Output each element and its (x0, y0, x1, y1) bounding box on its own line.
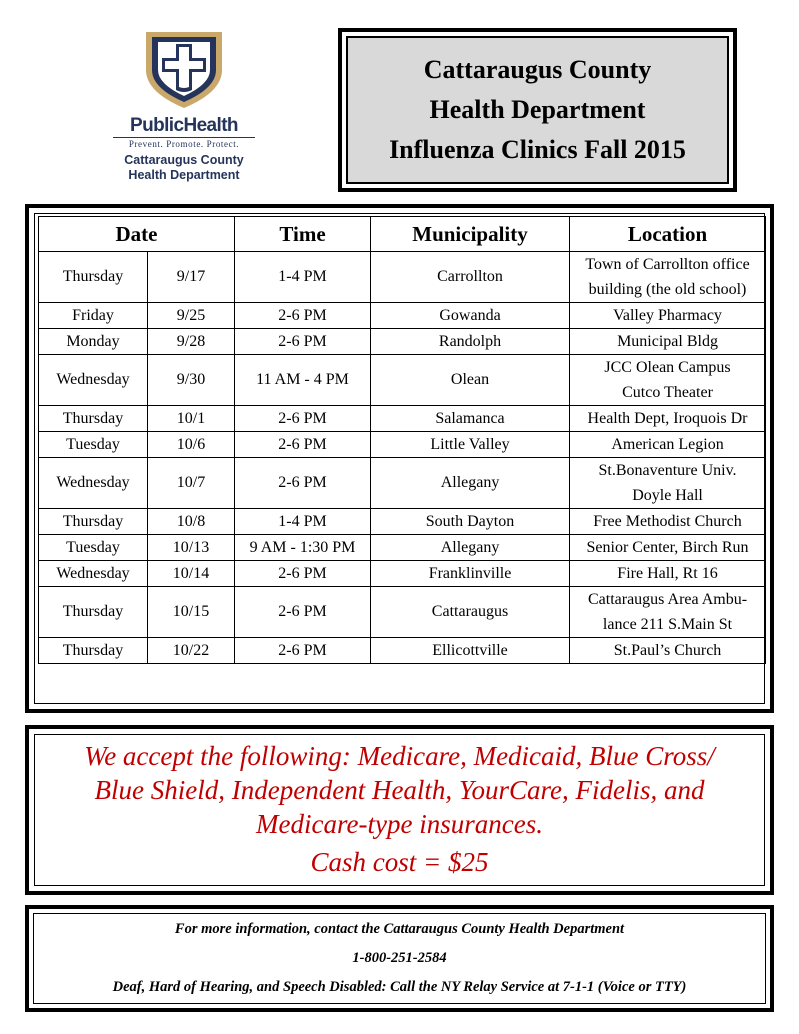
table-row (39, 355, 766, 406)
location-line1: Fire Hall, Rt 16 (617, 565, 718, 582)
table-row (39, 638, 766, 664)
cell-day: Tuesday (39, 432, 148, 458)
insurance-line3: Medicare-type insurances. (256, 809, 543, 839)
cell-time: 2-6 PM (235, 561, 371, 587)
cell-location (570, 355, 766, 406)
contact-phone: 1-800-251-2584 (352, 950, 447, 966)
logo-tagline: Prevent. Promote. Protect. (113, 137, 255, 150)
title-line2: Health Department (429, 95, 646, 124)
contact-box (25, 905, 774, 1012)
cell-day: Monday (39, 329, 148, 355)
cell-date: 10/22 (148, 638, 235, 664)
header-municipality: Municipality (371, 217, 570, 252)
location-line1: Town of Carrollton office (585, 256, 750, 273)
cell-time: 11 AM - 4 PM (235, 355, 371, 406)
cell-date: 10/7 (148, 458, 235, 509)
table-row (39, 587, 766, 638)
cell-municipality: Allegany (371, 458, 570, 509)
location-line2: Cutco Theater (622, 384, 713, 401)
header-date: Date (39, 217, 235, 252)
cell-time: 2-6 PM (235, 329, 371, 355)
cell-municipality: Carrollton (371, 252, 570, 303)
location-line1: Cattaraugus Area Ambu- (587, 591, 748, 608)
cell-day: Wednesday (39, 561, 148, 587)
cell-date: 10/1 (148, 406, 235, 432)
cell-time: 1-4 PM (235, 509, 371, 535)
insurance-line2: Blue Shield, Independent Health, YourCare, Fidelis, and (94, 775, 705, 805)
cell-location (570, 329, 766, 355)
cell-time: 1-4 PM (235, 252, 371, 303)
cell-time: 9 AM - 1:30 PM (235, 535, 371, 561)
cell-day: Thursday (39, 406, 148, 432)
table-row (39, 329, 766, 355)
cell-day: Thursday (39, 638, 148, 664)
cell-date: 9/30 (148, 355, 235, 406)
logo-org-line2: Health Department (128, 168, 240, 182)
cell-location (570, 638, 766, 664)
location-line1: Municipal Bldg (617, 333, 718, 350)
title-line3: Influenza Clinics Fall 2015 (389, 135, 686, 164)
cell-date: 10/6 (148, 432, 235, 458)
table-row (39, 432, 766, 458)
table-row (39, 406, 766, 432)
location-line1: Valley Pharmacy (613, 307, 722, 324)
cell-municipality: Randolph (371, 329, 570, 355)
cell-day: Friday (39, 303, 148, 329)
cell-date: 9/28 (148, 329, 235, 355)
cell-municipality: Allegany (371, 535, 570, 561)
title-line1: Cattaraugus County (423, 55, 652, 84)
schedule-table-frame (25, 204, 774, 713)
cell-time: 2-6 PM (235, 303, 371, 329)
table-row (39, 509, 766, 535)
location-line2: Doyle Hall (632, 487, 703, 504)
location-line1: Free Methodist Church (593, 513, 742, 530)
cell-municipality: Salamanca (371, 406, 570, 432)
cell-municipality: Franklinville (371, 561, 570, 587)
insurance-line1: We accept the following: Medicare, Medicaid, Blue Cross/ (84, 741, 715, 771)
table-row (39, 458, 766, 509)
contact-relay: Deaf, Hard of Hearing, and Speech Disabled: Call the NY Relay Service at 7-1-1 (Voice or TTY) (112, 979, 687, 995)
location-line1: Senior Center, Birch Run (586, 539, 749, 556)
cell-day: Wednesday (39, 458, 148, 509)
cell-day: Wednesday (39, 355, 148, 406)
cell-time: 2-6 PM (235, 406, 371, 432)
cell-date: 10/8 (148, 509, 235, 535)
shield-cross-icon (138, 26, 230, 112)
cell-municipality: Ellicottville (371, 638, 570, 664)
location-line1: St.Bonaventure Univ. (598, 462, 737, 479)
cell-location (570, 252, 766, 303)
cell-location (570, 406, 766, 432)
schedule-table (38, 216, 766, 664)
cell-location (570, 587, 766, 638)
cell-location (570, 535, 766, 561)
table-row (39, 561, 766, 587)
table-row (39, 252, 766, 303)
cell-day: Thursday (39, 509, 148, 535)
location-line1: Health Dept, Iroquois Dr (587, 410, 748, 427)
cell-location (570, 509, 766, 535)
contact-line1: For more information, contact the Cattaraugus County Health Department (174, 921, 625, 937)
title-box (338, 28, 737, 192)
cell-date: 10/14 (148, 561, 235, 587)
cell-time: 2-6 PM (235, 638, 371, 664)
cell-date: 9/17 (148, 252, 235, 303)
cell-day: Thursday (39, 587, 148, 638)
cell-location (570, 561, 766, 587)
cell-date: 10/15 (148, 587, 235, 638)
table-row (39, 535, 766, 561)
schedule-table-inner (34, 213, 765, 704)
cash-cost: Cash cost = $25 (310, 847, 489, 877)
table-header-row (39, 217, 766, 252)
table-row (39, 303, 766, 329)
cell-time: 2-6 PM (235, 587, 371, 638)
location-line1: American Legion (611, 436, 724, 453)
cell-day: Tuesday (39, 535, 148, 561)
location-line2: lance 211 S.Main St (602, 616, 733, 633)
location-line1: JCC Olean Campus (604, 359, 731, 376)
cell-date: 9/25 (148, 303, 235, 329)
cell-municipality: Olean (371, 355, 570, 406)
cell-location (570, 303, 766, 329)
header-time: Time (235, 217, 371, 252)
contact-panel (33, 913, 766, 1004)
cell-location (570, 432, 766, 458)
cell-municipality: South Dayton (371, 509, 570, 535)
location-line2: building (the old school) (588, 281, 747, 298)
insurance-box (25, 725, 774, 895)
cell-municipality: Cattaraugus (371, 587, 570, 638)
cell-date: 10/13 (148, 535, 235, 561)
logo-org-line1: Cattaraugus County (124, 153, 244, 167)
cell-time: 2-6 PM (235, 458, 371, 509)
public-health-logo (108, 26, 260, 188)
cell-day: Thursday (39, 252, 148, 303)
insurance-panel (34, 734, 765, 886)
cell-municipality: Gowanda (371, 303, 570, 329)
logo-brand-text: PublicHealth (130, 115, 238, 136)
header-location: Location (570, 217, 766, 252)
cell-municipality: Little Valley (371, 432, 570, 458)
cell-time: 2-6 PM (235, 432, 371, 458)
cell-location (570, 458, 766, 509)
location-line1: St.Paul’s Church (613, 642, 722, 659)
title-panel (346, 36, 729, 184)
